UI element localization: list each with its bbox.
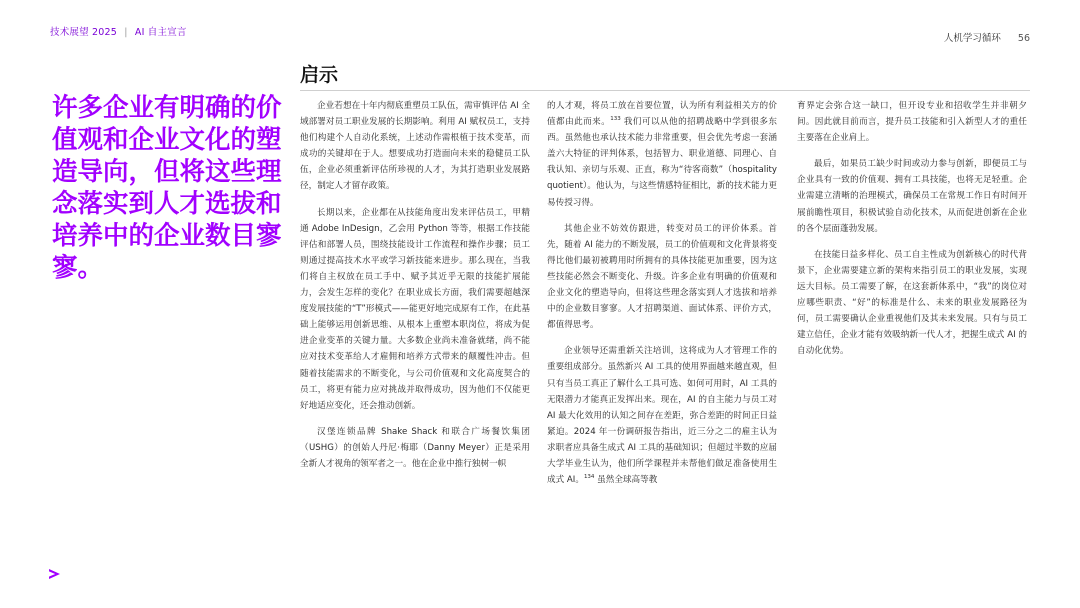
paragraph-text-after: 我们可以从他的招聘战略中学到很多东西。虽然他也承认技术能力非常重要，但会优先考虑一套涵盖六大特征的评判体系，包括智力、职业道德、同理心、自我认知、亲切与乐观、正直，称为“待客商数”（hospitality quotient）。他认为，与这些情感特征相比，新的技术能力更易传授习得。 xyxy=(547,117,777,208)
body-paragraph xyxy=(797,247,1027,360)
text-column-1 xyxy=(300,98,530,482)
paragraph-text: 长期以来，企业都在从技能角度出发来评估员工，甲精通 Adobe InDesign，乙会用 Python 等等，根据工作技能评估和部署人员，围绕技能设计工作流程和操作步骤；员工则通过提高技术水平或学习新技能来进步。那么现在，当我们将自主权放在员工手中、赋予其近乎无限的技能扩展能力，会发生怎样的变化？在职业成长方面，我们需要超越深度发展技能的“T”形模式——能更好地完成原有工作，在此基础上能够运用创新思维、从根本上重塑本职岗位，将成为促进企业变革的关键力量。大多数企业尚未准备就绪，尚不能应对技术变革给人才雇佣和培养方式带来的颠覆性冲击。但随着技能需求的不断变化，与公司价值观和文化高度契合的员工，将更有能力应对挑战并取得成功，因为他们不仅能更好地适应变化，还会推动创新。 xyxy=(300,207,530,411)
paragraph-text: 汉堡连锁品牌 Shake Shack 和联合广场餐饮集团（USHG）的创始人丹尼·梅耶（Danny Meyer）正是采用全新人才视角的领军者之一。他在企业中推行独树一帜 xyxy=(300,426,530,469)
chevron-right-icon xyxy=(48,568,62,580)
body-paragraph xyxy=(797,156,1027,236)
text-column-3 xyxy=(797,98,1027,369)
body-paragraph xyxy=(547,221,777,334)
report-title: 技术展望 2025 xyxy=(50,27,117,38)
paragraph-text: 的人才观，将员工放在首要位置，认为所有利益相关方的价值都由此而来。 xyxy=(547,101,777,128)
paragraph-text: 育界定会弥合这一缺口，但开设专业和招收学生并非朝夕间。因此就目前而言，提升员工技能和引入新型人才的重任主要落在企业肩上。 xyxy=(797,101,1027,144)
body-paragraph xyxy=(547,343,777,488)
paragraph-text-after: 虽然全球高等教 xyxy=(594,475,658,486)
body-paragraph xyxy=(547,98,777,211)
header-separator: | xyxy=(124,27,128,38)
pull-quote: 许多企业有明确的价值观和企业文化的塑造导向，但将这些理念落实到人才选拔和培养中的企业数目寥寥。 xyxy=(52,93,282,283)
body-paragraph xyxy=(300,205,530,414)
title-divider xyxy=(300,90,1030,91)
body-paragraph xyxy=(300,98,530,195)
body-paragraph xyxy=(300,424,530,472)
paragraph-text: 在技能日益多样化、员工自主性成为创新核心的时代背景下，企业需要建立新的架构来指引员工的职业发展，实现远大目标。员工需要了解，在这套新体系中，“我”的岗位对应哪些职责、“好”的标准是什么、未来的职业发展路径为何，员工需要确认企业重视他们及其未来发展。只有与员工建立信任，企业才能有效吸纳新一代人才，把握生成式 AI 的自动化优势。 xyxy=(797,249,1027,357)
section-name: 人机学习循环 xyxy=(943,33,1001,44)
footnote-ref: 134 xyxy=(583,474,595,481)
paragraph-text: 最后，如果员工缺少时间或动力参与创新，即便员工与企业具有一致的价值观、拥有工具技能，也将无足轻重。企业需建立清晰的治理模式，确保员工在常规工作日有时间开展前瞻性项目，积极试验自动化技术，从而促进创新在企业的各个层面蓬勃发展。 xyxy=(797,159,1027,234)
paragraph-text: 企业若想在十年内彻底重塑员工队伍，需审慎评估 AI 全域部署对员工职业发展的长期影响。利用 AI 赋权员工，支持他们构建个人自动化系统，上述动作需根植于技术变革，而成功的关键却在于人。想要成功打造面向未来的稳健员工队伍，企业必须重新评估所珍视的人才，为其打造职业发展路径，制定人才留存政策。 xyxy=(300,101,530,192)
paragraph-text: 其他企业不妨效仿跟进，转变对员工的评价体系。首先，随着 AI 能力的不断发展，员工的价值观和文化背景将变得比他们最初被聘用时所拥有的具体技能更加重要，因为这些技能必然会不断变化、升级。许多企业有明确的价值观和企业文化的塑造导向，但将这些理念落实到人才选拔和培养中的企业数目寥寥。人才招聘渠道、面试体系、评价方式，都值得思考。 xyxy=(547,223,777,331)
body-paragraph xyxy=(797,98,1027,146)
text-column-2 xyxy=(547,98,777,498)
chapter-title: AI 自主宣言 xyxy=(134,27,187,38)
report-header xyxy=(50,24,187,38)
footnote-ref: 133 xyxy=(610,116,621,123)
section-title: 启示 xyxy=(300,64,339,86)
page-number: 56 xyxy=(1017,33,1030,44)
paragraph-text: 企业领导还需重新关注培训，这将成为人才管理工作的重要组成部分。虽然新兴 AI 工具的使用界面越来越直观，但只有当员工真正了解什么工具可选、如何可用时，AI 工具的无限潜力才能真正发挥出来。现在，AI 的自主能力与员工对 AI 最大化效用的认知之间存在差距，弥合差距的时间正日益紧迫。2024 年一份调研报告指出，近三分之二的雇主认为求职者应具备生成式 AI 工具的基础知识；但超过半数的应届大学毕业生认为，他们所学课程并未帮他们做足准备使用生成式 AI。 xyxy=(547,346,777,486)
page-header-right xyxy=(944,30,1030,44)
